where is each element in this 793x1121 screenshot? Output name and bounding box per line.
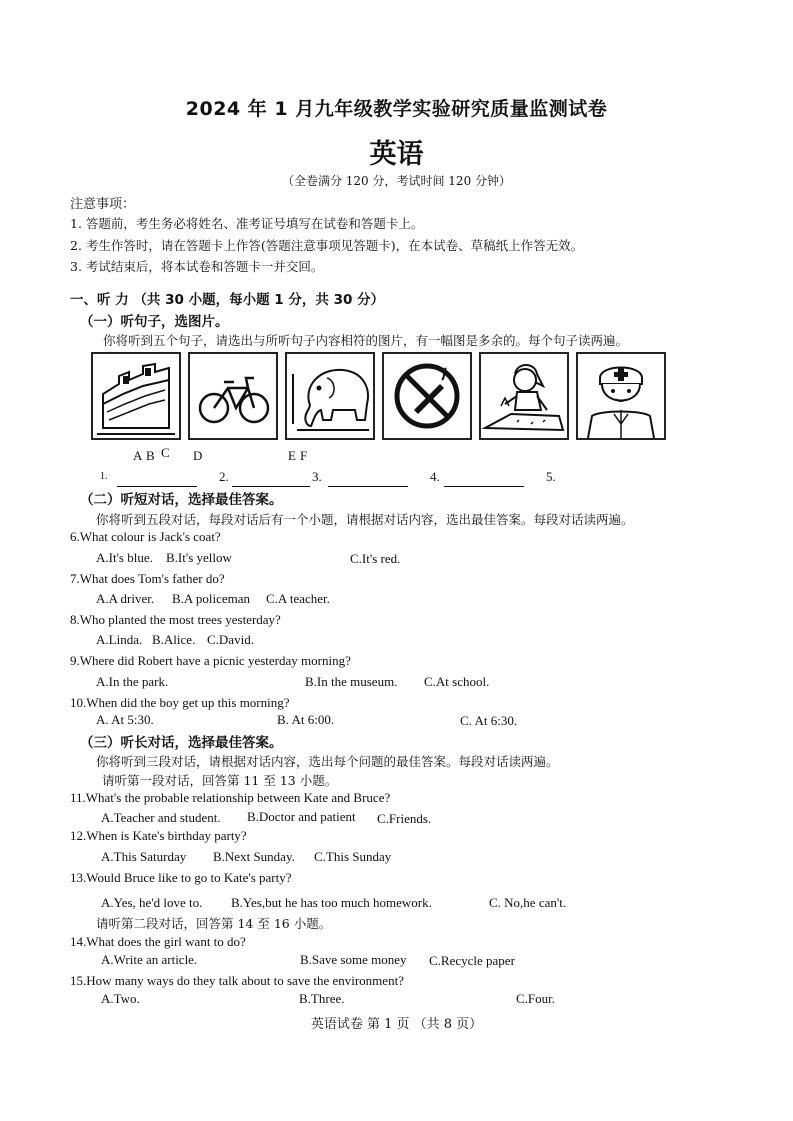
option-c[interactable]: C.A teacher. — [266, 591, 330, 606]
option-a[interactable]: A.This Saturday — [101, 849, 187, 864]
elephant-icon — [287, 354, 373, 438]
option-a[interactable]: A.Two. — [101, 991, 140, 1006]
section2-heading: （二）听短对话，选择最佳答案。 — [80, 492, 283, 508]
group2-instruction: 请听第二段对话，回答第 14 至 16 小题。 — [96, 916, 332, 931]
option-a[interactable]: A.It's blue. — [96, 550, 153, 565]
option-c[interactable]: C.Friends. — [377, 811, 432, 826]
girl-planting-icon — [481, 354, 567, 438]
option-a[interactable]: A.Teacher and student. — [101, 810, 221, 825]
option-c[interactable]: C.At school. — [424, 674, 490, 689]
section2-instruction: 你将听到五段对话，每段对话后有一个小题，请根据对话内容，选出最佳答案。每段对话读两遍。 — [96, 512, 634, 527]
picture-letter: F — [300, 448, 308, 463]
question-7: 7.What does Tom's father do? — [70, 571, 225, 586]
question-12: 12.When is Kate's birthday party? — [70, 828, 247, 843]
option-b[interactable]: B.Save some money — [300, 952, 407, 967]
doctor-icon — [578, 354, 664, 438]
option-a[interactable]: A. At 5:30. — [96, 712, 154, 727]
option-a[interactable]: A.Write an article. — [101, 952, 198, 967]
question-13: 13.Would Bruce like to go to Kate's party? — [70, 870, 292, 885]
option-a[interactable]: A.A driver. — [96, 591, 155, 606]
picture-letter: A — [133, 448, 143, 463]
option-c[interactable]: C. No,he can't. — [489, 895, 567, 910]
option-b[interactable]: B.A policeman — [172, 591, 250, 606]
no-smoking-icon — [384, 354, 470, 438]
notice-heading: 注意事项： — [70, 197, 136, 212]
blank-number: 4. — [430, 469, 440, 484]
blank-number: 3. — [312, 469, 322, 484]
section1-heading: （一）听句子，选图片。 — [80, 314, 229, 330]
notice-item: 2. 考生作答时，请在答题卡上作答(答题注意事项见答题卡)，在本试卷、草稿纸上作答无效。 — [70, 238, 584, 253]
question-15: 15.How many ways do they talk about to save the environment? — [70, 973, 404, 988]
blank-number: 5. — [546, 469, 556, 484]
picture-letter: E — [288, 448, 296, 463]
option-a[interactable]: A.Yes, he'd love to. — [101, 895, 203, 910]
option-c[interactable]: C.Recycle paper — [429, 953, 515, 968]
picture-letter: D — [193, 448, 203, 463]
option-b[interactable]: B.It's yellow — [166, 550, 232, 565]
picture-e — [479, 352, 569, 440]
question-8: 8.Who planted the most trees yesterday? — [70, 612, 281, 627]
option-c[interactable]: C.This Sunday — [314, 849, 392, 864]
answer-blank[interactable] — [444, 472, 524, 491]
option-b[interactable]: B.Doctor and patient — [247, 809, 356, 824]
group1-instruction: 请听第一段对话，回答第 11 至 13 小题。 — [102, 773, 338, 788]
notice-item: 1. 答题前，考生务必将姓名、准考证号填写在试卷和答题卡上。 — [70, 216, 424, 231]
option-c[interactable]: C. At 6:30. — [460, 713, 518, 728]
option-a[interactable]: A.In the park. — [96, 674, 169, 689]
option-b[interactable]: B.Three. — [299, 991, 345, 1006]
option-b[interactable]: B.Alice. — [152, 632, 196, 647]
section3-instruction: 你将听到三段对话，请根据对话内容，选出每个问题的最佳答案。每段对话读两遍。 — [96, 754, 559, 769]
score-note: （全卷满分 120 分，考试时间 120 分钟） — [281, 174, 512, 188]
picture-a — [91, 352, 181, 440]
question-6: 6.What colour is Jack's coat? — [70, 529, 221, 544]
option-c[interactable]: C.It's red. — [350, 551, 401, 566]
blank-number: 2. — [219, 469, 229, 484]
answer-blank[interactable] — [328, 472, 408, 491]
picture-c — [285, 352, 375, 440]
option-b[interactable]: B.In the museum. — [305, 674, 398, 689]
question-14: 14.What does the girl want to do? — [70, 934, 246, 949]
question-11: 11.What's the probable relationship between Kate and Bruce? — [70, 790, 391, 805]
subject-title: 英语 — [369, 139, 424, 170]
option-c[interactable]: C.David. — [207, 632, 254, 647]
question-9: 9.Where did Robert have a picnic yesterday morning? — [70, 653, 351, 668]
section3-heading: （三）听长对话，选择最佳答案。 — [80, 735, 283, 751]
option-b[interactable]: B. At 6:00. — [277, 712, 335, 727]
notice-item: 3. 考试结束后，将本试卷和答题卡一并交回。 — [70, 259, 324, 274]
exam-title: 2024 年 1 月九年级教学实验研究质量监测试卷 — [185, 98, 608, 120]
option-a[interactable]: A.Linda. — [96, 632, 143, 647]
picture-letter: B — [146, 448, 155, 463]
option-c[interactable]: C.Four. — [516, 991, 556, 1006]
picture-d — [382, 352, 472, 440]
part1-heading: 一、听 力 （共 30 小题，每小题 1 分，共 30 分） — [70, 292, 385, 308]
picture-b — [188, 352, 278, 440]
blank-number: 1. — [100, 471, 108, 482]
option-b[interactable]: B.Yes,but he has too much homework. — [231, 895, 432, 910]
question-10: 10.When did the boy get up this morning? — [70, 695, 290, 710]
section1-instruction: 你将听到五个句子，请选出与所听句子内容相符的图片，有一幅图是多余的。每个句子读两遍。 — [103, 333, 629, 348]
option-b[interactable]: B.Next Sunday. — [213, 849, 295, 864]
bicycle-icon — [190, 354, 276, 438]
picture-letter: C — [161, 445, 170, 460]
picture-f — [576, 352, 666, 440]
great-wall-icon — [93, 354, 179, 438]
page-footer: 英语试卷 第 1 页 （共 8 页） — [310, 1017, 483, 1032]
